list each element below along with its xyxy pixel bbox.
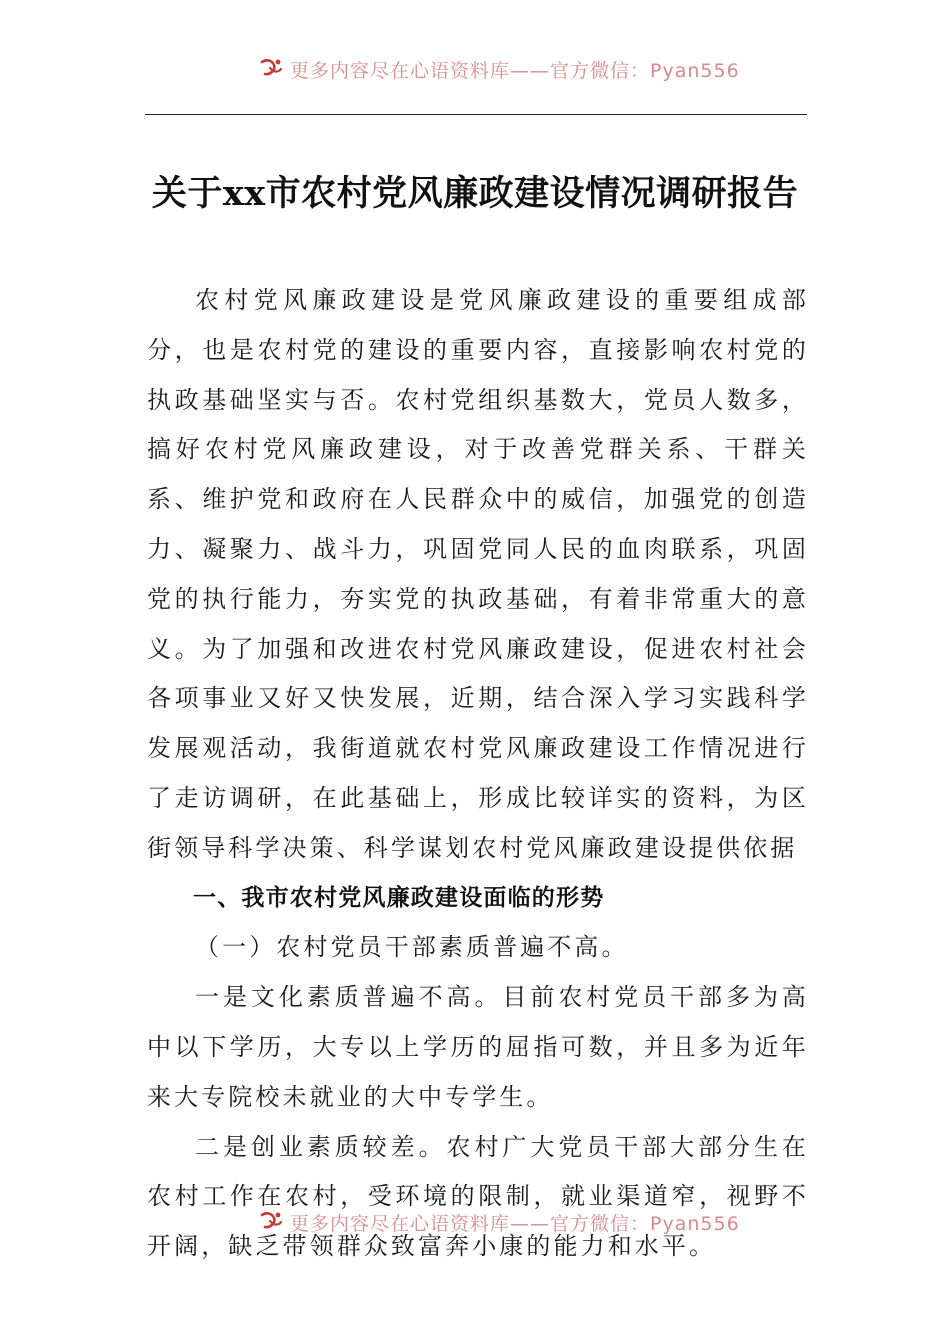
point-paragraph-1: 一是文化素质普遍不高。目前农村党员干部多为高中以下学历，大专以上学历的屈指可数，并且多为近年来大专院校未就业的大中专学生。	[147, 983, 809, 1111]
intro-paragraph: 农村党风廉政建设是党风廉政建设的重要组成部分，也是农村党的建设的重要内容，直接影响农村党的执政基础坚实与否。农村党组织基数大，党员人数多，搞好农村党风廉政建设，对于改善党群关系、干群关系、维护党和政府在人民群众中的威信，加强党的创造力、凝聚力、战斗力，巩固党同人民的血肉联系，巩固党的执行能力，夯实党的执政基础，有着非常重大的意义。为了加强和改进农村党风廉政建设，促进农村社会各项事业又好又快发展，近期，结合深入学习实践科学发展观活动，我街道就农村党风廉政建设工作情况进行了走访调研，在此基础上，形成比较详实的资料，为区街领导科学决策、科学谋划农村党风廉政建设提供依据	[147, 286, 809, 862]
document-title: 关于xx市农村党风廉政建设情况调研报告	[151, 173, 799, 214]
section-heading: 一、我市农村党风廉政建设面临的形势	[193, 884, 605, 911]
point-paragraph-2: 二是创业素质较差。农村广大党员干部大部分生在农村工作在农村，受环境的限制，就业渠道窄，视野不开阔，缺乏带领群众致富奔小康的能力和水平。	[147, 1132, 809, 1261]
watermark-text: 更多内容尽在心语资料库——官方微信：Pyan556	[290, 1212, 740, 1235]
watermark-logo-icon	[258, 1209, 284, 1235]
header-rule	[145, 114, 807, 115]
watermark-text: 更多内容尽在心语资料库——官方微信：Pyan556	[290, 59, 740, 82]
watermark-top	[258, 54, 778, 84]
watermark-bottom	[258, 1207, 778, 1237]
watermark-logo-icon	[258, 56, 284, 82]
document-body	[147, 276, 809, 1272]
subsection-heading: （一）农村党员干部素质普遍不高。	[195, 933, 629, 962]
